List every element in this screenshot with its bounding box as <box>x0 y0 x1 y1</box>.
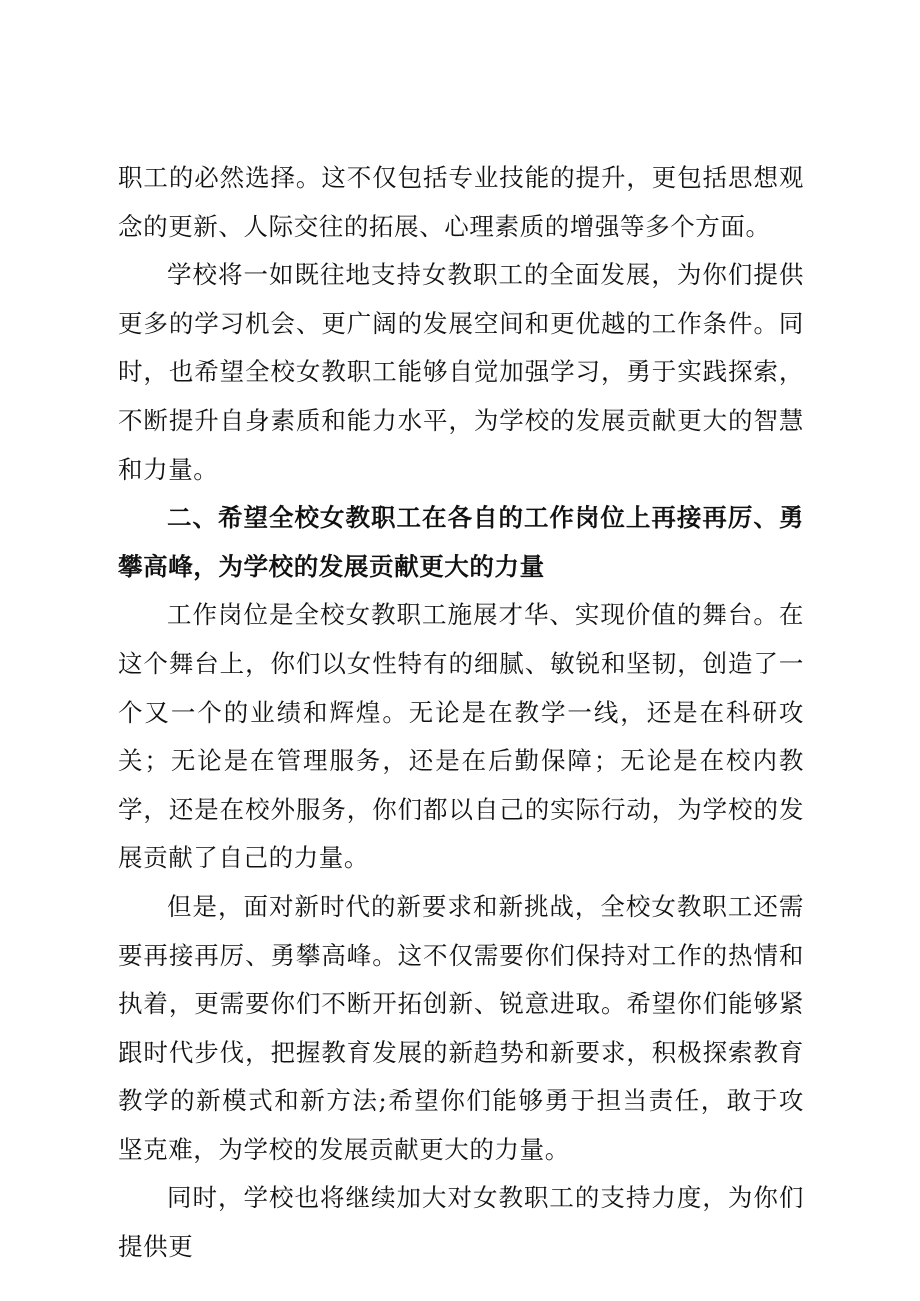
paragraph-school-support: 学校将一如既往地支持女教职工的全面发展，为你们提供更多的学习机会、更广阔的发展空间和更优越的工作条件。同时，也希望全校女教职工能够自觉加强学习，勇于实践探索，不断提升自身素质和能力水平，为学校的发展贡献更大的智慧和力量。 <box>118 260 804 484</box>
section-heading-two: 二、希望全校女教职工在各自的工作岗位上再接再厉、勇攀高峰，为学校的发展贡献更大的力量 <box>118 503 804 581</box>
document-body <box>118 154 804 1272</box>
paragraph-new-era: 但是，面对新时代的新要求和新挑战，全校女教职工还需要再接再厉、勇攀高峰。这不仅需要你们保持对工作的热情和执着，更需要你们不断开拓创新、锐意进取。希望你们能够紧跟时代步伐，把握教育发展的新趋势和新要求，积极探索教育教学的新模式和新方法;希望你们能够勇于担当责任，敢于攻坚克难，为学校的发展贡献更大的力量。 <box>118 891 804 1164</box>
paragraph-work-post: 工作岗位是全校女教职工施展才华、实现价值的舞台。在这个舞台上，你们以女性特有的细腻、敏锐和坚韧，创造了一个又一个的业绩和辉煌。无论是在教学一线，还是在科研攻关；无论是在管理服务，还是在后勤保障；无论是在校内教学，还是在校外服务，你们都以自己的实际行动，为学校的发展贡献了自己的力量。 <box>118 600 804 873</box>
paragraph-school-continue: 同时，学校也将继续加大对女教职工的支持力度，为你们提供更 <box>118 1183 804 1262</box>
paragraph-continuation: 职工的必然选择。这不仅包括专业技能的提升，更包括思想观念的更新、人际交往的拓展、心理素质的增强等多个方面。 <box>118 163 804 241</box>
